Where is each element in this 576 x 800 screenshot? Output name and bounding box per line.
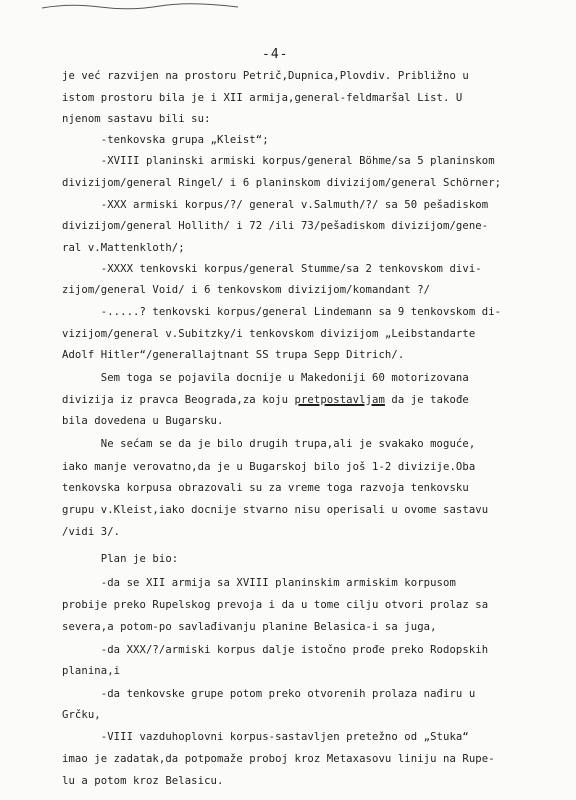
- text-line: grupu v.Kleist,iako docnije stvarno nisu operisali u ovome sastavu: [62, 504, 489, 516]
- text-line: -da se XII armija sa XVIII planinskim armiskim korpusom: [62, 577, 456, 589]
- text-line: divizijom/general Hollith/ i 72 /ili 73/pešadiskom divizijom/gene-: [62, 220, 489, 232]
- text-line: -XVIII planinski armiski korpus/general Böhme/sa 5 planinskom: [62, 155, 495, 167]
- text-line: tenkovska korpusa obrazovali su za vreme toga razvoja tenkovsku: [62, 482, 469, 494]
- text-line: iako manje verovatno,da je u Bugarskoj bilo još 1-2 divizije.Oba: [62, 461, 476, 473]
- text-line: bila dovedena u Bugarsku.: [62, 415, 224, 427]
- underlined-word: pretpostavljam: [294, 394, 385, 406]
- text-line: zijom/general Void/ i 6 tenkovskom divizijom/komandant ?/: [62, 284, 431, 296]
- text-line: njenom sastavu bili su:: [62, 113, 211, 125]
- text-line: -XXXX tenkovski korpus/general Stumme/sa 2 tenkovskom divi-: [62, 263, 482, 275]
- text-line: je već razvijen na prostoru Petrič,Dupnica,Plovdiv. Približno u: [62, 70, 469, 82]
- text-line: -.....? tenkovski korpus/general Lindemann sa 9 tenkovskom di-: [62, 306, 502, 318]
- text-line: /vidi 3/.: [62, 526, 121, 538]
- text-line: Sem toga se pojavila docnije u Makedoniji 60 motorizovana: [62, 372, 469, 384]
- text-line: ral v.Mattenkloth/;: [62, 242, 185, 254]
- text-line: probije preko Rupelskog prevoja i da u tome cilju otvori prolaz sa: [62, 599, 489, 611]
- text-line: Grčku,: [62, 709, 101, 721]
- text-line: Adolf Hitler“/generallajtnant SS trupa Sepp Ditrich/.: [62, 349, 405, 361]
- text-line: divizijom/general Ringel/ i 6 planinskom divizijom/general Schörner;: [62, 177, 502, 189]
- text-line: Plan je bio:: [62, 553, 179, 565]
- text-line: planina,i: [62, 665, 121, 677]
- text-line: -tenkovska grupa „Kleist“;: [62, 134, 269, 146]
- text-line: lu a potom kroz Belasicu.: [62, 775, 224, 787]
- text-line: -VIII vazduhoplovni korpus-sastavljen pretežno od „Stuka“: [62, 731, 469, 743]
- text-line: istom prostoru bila je i XII armija,general-feldmaršal List. U: [62, 92, 463, 104]
- text-line: imao je zadatak,da potpomaže proboj kroz Metaxasovu liniju na Rupe-: [62, 753, 495, 765]
- text-line: vizijom/general v.Subitzky/i tenkovskom divizijom „Leibstandarte: [62, 328, 476, 340]
- text-line: -da XXX/?/armiski korpus dalje istočno prođe preko Rodopskih: [62, 644, 489, 656]
- text-line: severa,a potom-po savlađivanju planine Belasica-i sa juga,: [62, 621, 437, 633]
- text-line: -da tenkovske grupe potom preko otvorenih prolaza nađiru u: [62, 688, 476, 700]
- text-line: -XXX armiski korpus/?/ general v.Salmuth/?/ sa 50 pešadiskom: [62, 199, 489, 211]
- edge-scrawl: [40, 2, 240, 12]
- text-line: divizija iz pravca Beograda,za koju pretpostavljam da je takođe: [62, 394, 469, 406]
- page-number: -4-: [262, 47, 289, 62]
- text-line: Ne sećam se da je bilo drugih trupa,ali je svakako moguće,: [62, 438, 476, 450]
